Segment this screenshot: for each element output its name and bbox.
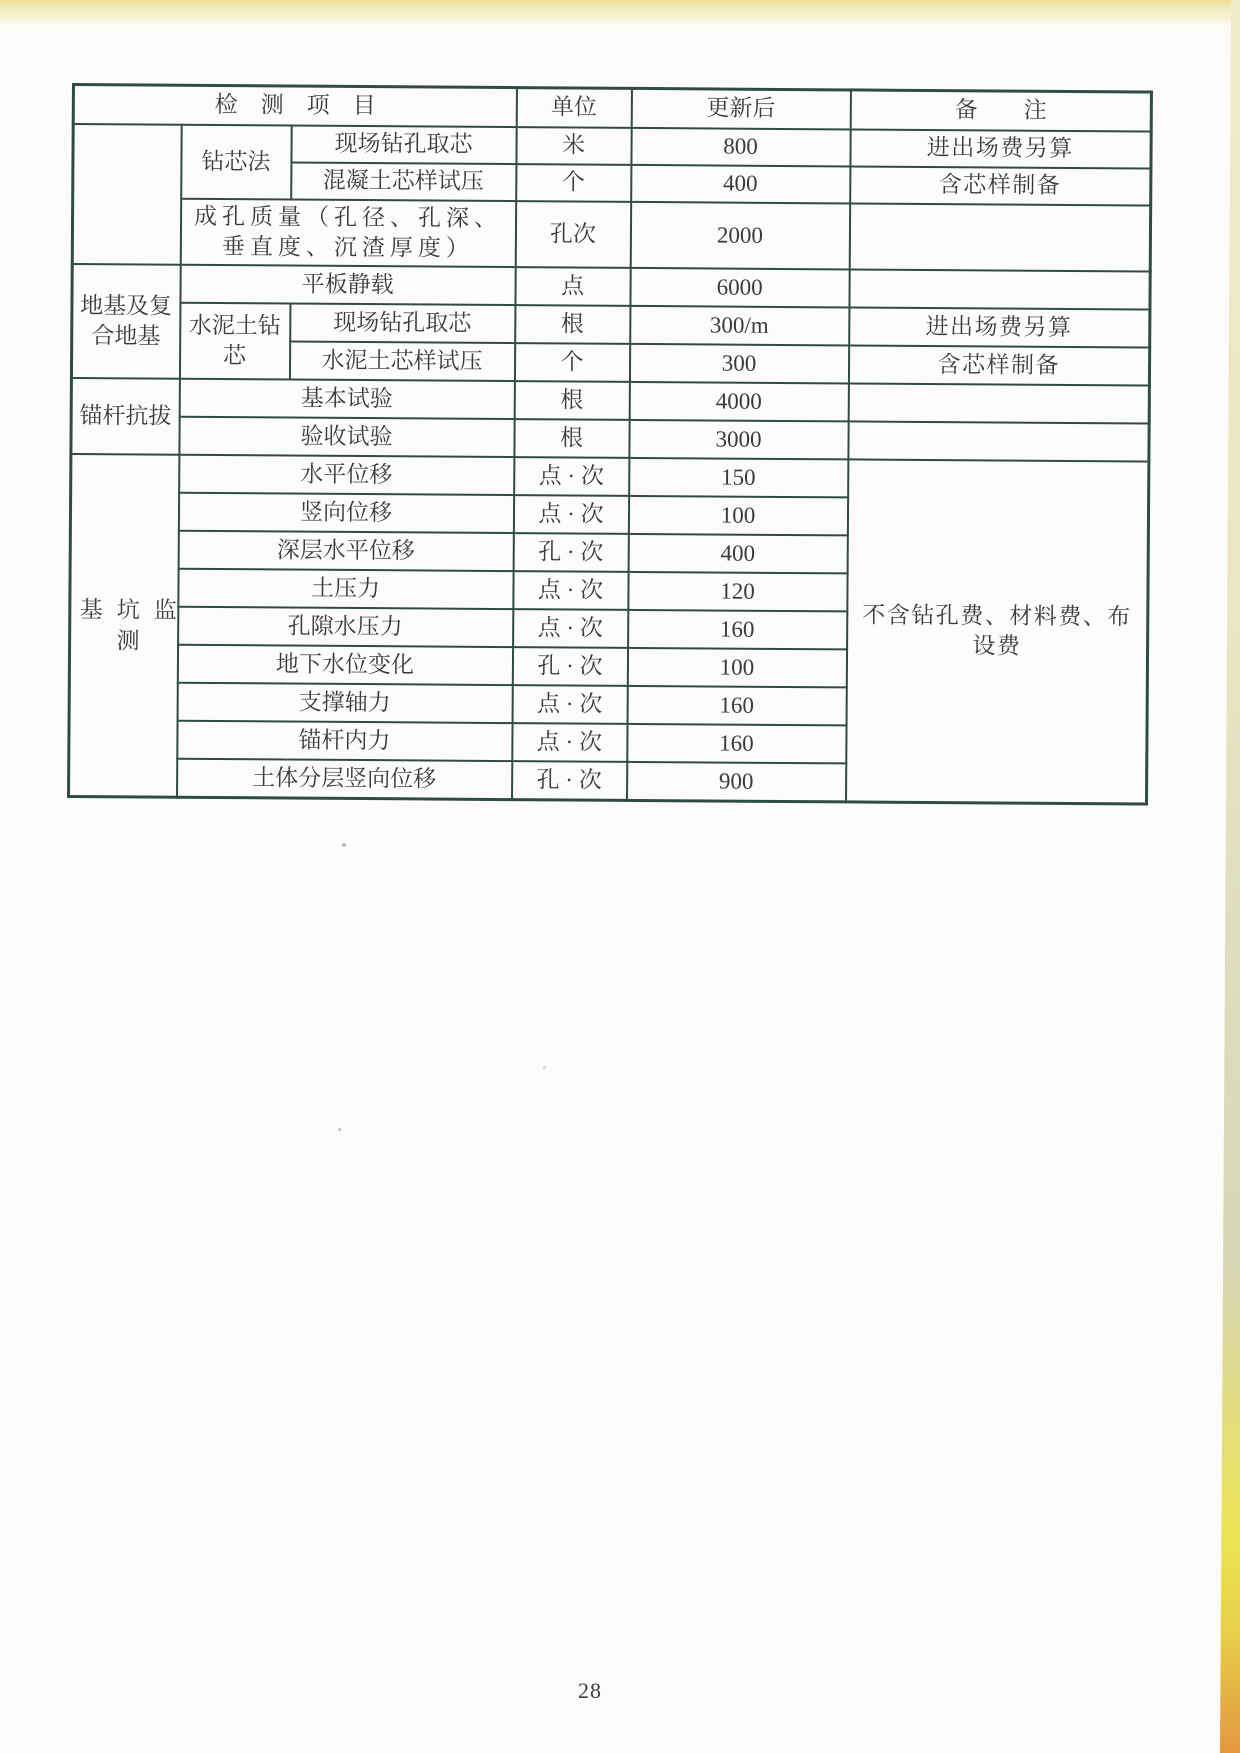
cell-item: 基本试验 (179, 379, 514, 419)
cell-category-foundation: 地基及复合地基 (71, 264, 180, 379)
header-remark: 备 注 (850, 90, 1151, 131)
cell-remark-pit-merged: 不含钻孔费、材料费、布设费 (846, 460, 1149, 804)
cell-item: 孔隙水压力 (178, 607, 513, 647)
cell-value: 300/m (630, 306, 849, 346)
cell-unit: 点 · 次 (513, 495, 628, 534)
table-row (72, 302, 1150, 348)
cell-remark (849, 270, 1150, 310)
header-updated: 更新后 (631, 88, 850, 129)
cell-remark: 含芯样制备 (850, 166, 1151, 205)
cell-value: 120 (628, 572, 847, 612)
cell-category-anchor: 锚杆抗拔 (71, 378, 180, 455)
cell-unit: 点 · 次 (512, 723, 627, 762)
cell-unit: 根 (514, 419, 629, 458)
cell-unit: 孔 · 次 (512, 761, 627, 800)
cell-unit: 点 · 次 (514, 457, 629, 496)
cell-remark (849, 203, 1150, 272)
cell-value: 400 (628, 534, 847, 574)
cell-value: 160 (627, 724, 846, 764)
scan-speck (543, 1066, 546, 1069)
cell-item: 竖向位移 (178, 493, 513, 533)
cell-item: 支撑轴力 (177, 683, 512, 723)
cell-item: 现场钻孔取芯 (290, 304, 515, 344)
header-item: 检 测 项 目 (73, 85, 516, 127)
cell-remark (848, 422, 1149, 462)
cell-unit: 孔次 (515, 201, 630, 269)
cell-unit: 点 (515, 267, 630, 306)
cell-item: 平板静载 (180, 265, 515, 305)
cell-value: 900 (627, 762, 846, 802)
cell-unit: 个 (516, 164, 631, 202)
page-edge-right-strip (1220, 0, 1240, 1753)
cell-category-empty (72, 124, 181, 265)
cell-category-pit-monitoring (69, 454, 191, 797)
cell-remark: 含芯样制备 (848, 346, 1149, 386)
cell-item: 土压力 (178, 569, 513, 609)
cell-unit: 根 (514, 381, 629, 420)
scan-speck (338, 1128, 341, 1131)
cell-item: 成孔质量（孔径、孔深、垂直度、沉渣厚度） (180, 198, 515, 267)
cell-value: 400 (631, 164, 850, 203)
cell-item: 水平位移 (179, 455, 514, 495)
cell-unit: 孔 · 次 (513, 533, 628, 572)
cell-value: 160 (628, 610, 847, 650)
cell-value: 160 (627, 686, 846, 726)
table-row (73, 124, 1151, 169)
cell-value: 300 (629, 344, 848, 384)
cell-item: 锚杆内力 (177, 721, 512, 761)
cell-item: 混凝土芯样试压 (291, 162, 516, 201)
page-number: 28 (578, 1678, 602, 1703)
cell-unit: 孔 · 次 (512, 647, 627, 686)
cell-item: 验收试验 (179, 417, 514, 457)
cell-value: 800 (631, 127, 850, 166)
header-unit: 单位 (516, 88, 631, 128)
table-row (72, 198, 1150, 272)
scan-speck (342, 843, 346, 847)
cell-unit: 点 · 次 (513, 609, 628, 648)
cell-item: 深层水平位移 (178, 531, 513, 571)
cell-value: 4000 (629, 382, 848, 422)
cell-unit: 点 · 次 (513, 571, 628, 610)
cell-item: 水泥土芯样试压 (289, 342, 514, 382)
cell-item: 地下水位变化 (177, 645, 512, 685)
page-edge-top-strip (0, 0, 1240, 26)
cell-item: 土体分层竖向位移 (177, 759, 512, 799)
cell-unit: 根 (515, 305, 630, 344)
cell-value: 6000 (630, 268, 849, 308)
cell-value: 150 (629, 458, 848, 498)
cell-unit: 个 (514, 343, 629, 382)
cell-value: 3000 (629, 420, 848, 460)
cell-unit: 米 (516, 127, 631, 165)
inspection-fee-table (67, 83, 1153, 805)
cell-remark: 进出场费另算 (850, 129, 1151, 168)
pit-monitoring-label: 基坑监测 (79, 596, 191, 654)
cell-category-drill-core: 钻芯法 (181, 124, 292, 199)
cell-item: 现场钻孔取芯 (291, 125, 516, 164)
cell-category-cement-core: 水泥土钻芯 (179, 303, 290, 380)
cell-remark: 进出场费另算 (849, 308, 1150, 348)
cell-unit: 点 · 次 (512, 685, 627, 724)
cell-value: 100 (627, 648, 846, 688)
cell-value: 100 (628, 496, 847, 536)
cell-remark (848, 384, 1149, 424)
cell-value: 2000 (630, 201, 849, 269)
